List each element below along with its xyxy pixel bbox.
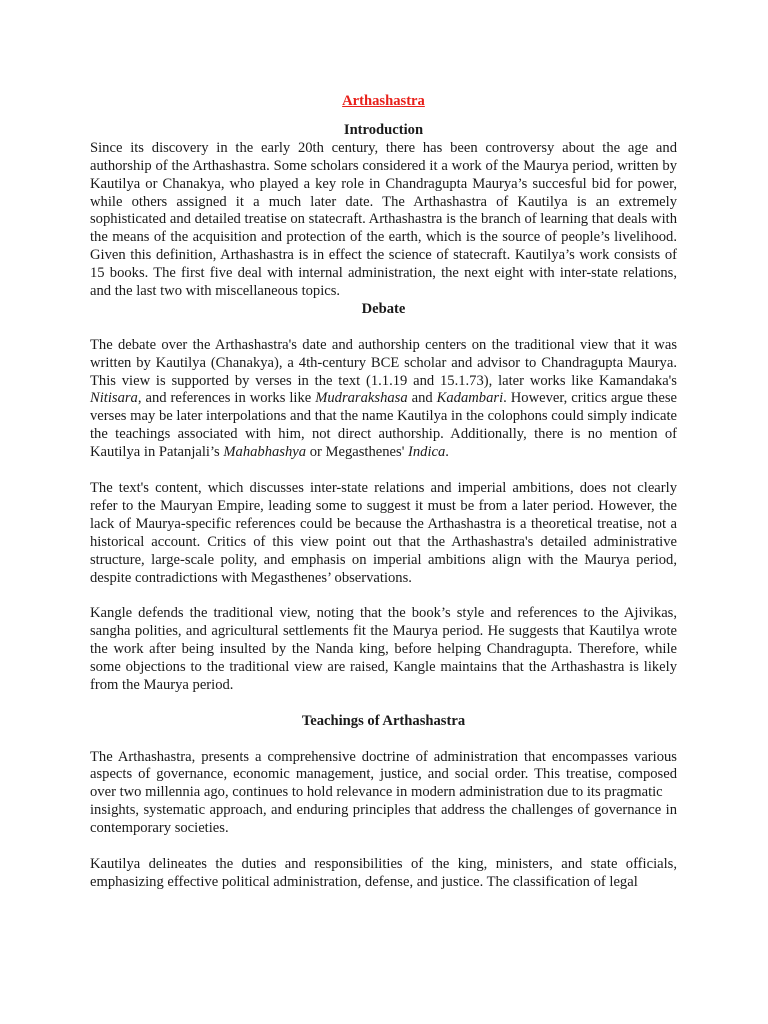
- spacer: [90, 319, 677, 337]
- spacer: [90, 695, 677, 713]
- italic-title: Mahabhashya: [223, 444, 307, 461]
- debate-paragraph-2: The text's content, which discusses inter-state relations and imperial ambitions, does not clearly refer to the Mauryan Empire, leading some to suggest it must be from a later period. However, the lack of Maurya-specific references could be because the Arthashastra is a theoretical treatise, not a historical account. Critics of this view point out that the Arthashastra's detailed administrative structure, large-scale polity, and emphasis on imperial ambitions align with the Maurya period, despite contradictions with Megasthenes’ observations.: [90, 480, 677, 586]
- teachings-heading: Teachings of Arthashastra: [301, 712, 466, 729]
- debate-paragraph-3: Kangle defends the traditional view, noting that the book’s style and references to the Ajivikas, sangha polities, and agricultural settlements fit the Maurya period. He suggests that Kautilya wrote the work after being insulted by the Nanda king, before helping Chandragupta. Therefore, while some objections to the traditional view are raised, Kangle maintains that the Arthashastra is likely from the Maurya period.: [90, 605, 677, 693]
- italic-title: Kadambari: [436, 390, 504, 407]
- introduction-paragraph: Since its discovery in the early 20th century, there has been controversy about the age and authorship of the Arthashastra. Some scholars considered it a work of the Maurya period, written by Kautilya or Chanakya, who played a key role in Chandragupta Maurya’s succesful bid for power, while others assigned it a much later date. The Arthashastra of Kautilya is an extremely sophisticated and detailed treatise on statecraft. Arthashastra is the branch of learning that deals with the means of the acquisition and protection of the earth, which is the source of people’s livelihood. Given this definition, Arthashastra is in effect the science of statecraft. Kautilya’s work consists of 15 books. The first five deal with internal administration, the next eight with inter-state relations, and the last two with miscellaneous topics.: [90, 139, 677, 300]
- teachings-paragraph-2: Kautilya delineates the duties and responsibilities of the king, ministers, and state officials, emphasizing effective political administration, defense, and justice. The classification of legal: [90, 855, 677, 890]
- teachings-paragraph-1b: insights, systematic approach, and enduring principles that address the challenges of governance in contemporary societies.: [90, 802, 677, 837]
- italic-title: Nitisara: [90, 390, 138, 407]
- document-page: [90, 93, 677, 892]
- spacer: [90, 462, 677, 480]
- debate-heading: Debate: [361, 300, 406, 317]
- introduction-heading: Introduction: [343, 121, 424, 138]
- document-title[interactable]: Arthashastra: [342, 93, 425, 109]
- italic-title: Mudrarakshasa: [315, 390, 408, 407]
- teachings-paragraph-1a: The Arthashastra, presents a comprehensive doctrine of administration that encompasses various aspects of governance, economic management, justice, and social order. This treatise, composed over two millennia ago, continues to hold relevance in modern administration due to its pragmatic: [90, 748, 677, 801]
- debate-paragraph-1: The debate over the Arthashastra's date and authorship centers on the traditional view that it was written by Kautilya (Chanakya), a 4th-century BCE scholar and advisor to Chandragupta Maurya. This view is supported by verses in the text (1.1.19 and 15.1.73), later works like Kamandaka's Nitisara, and references in works like Mudrarakshasa and Kadambari. However, critics argue these verses may be later interpolations and that the name Kautilya in the colophons could simply indicate the teachings associated with him, not direct authorship. Additionally, there is no mention of Kautilya in Patanjali’s Mahabhashya or Megasthenes' Indica.: [90, 336, 677, 461]
- spacer: [90, 731, 677, 749]
- spacer: [90, 587, 677, 605]
- italic-title: Indica: [407, 444, 446, 461]
- spacer: [90, 838, 677, 856]
